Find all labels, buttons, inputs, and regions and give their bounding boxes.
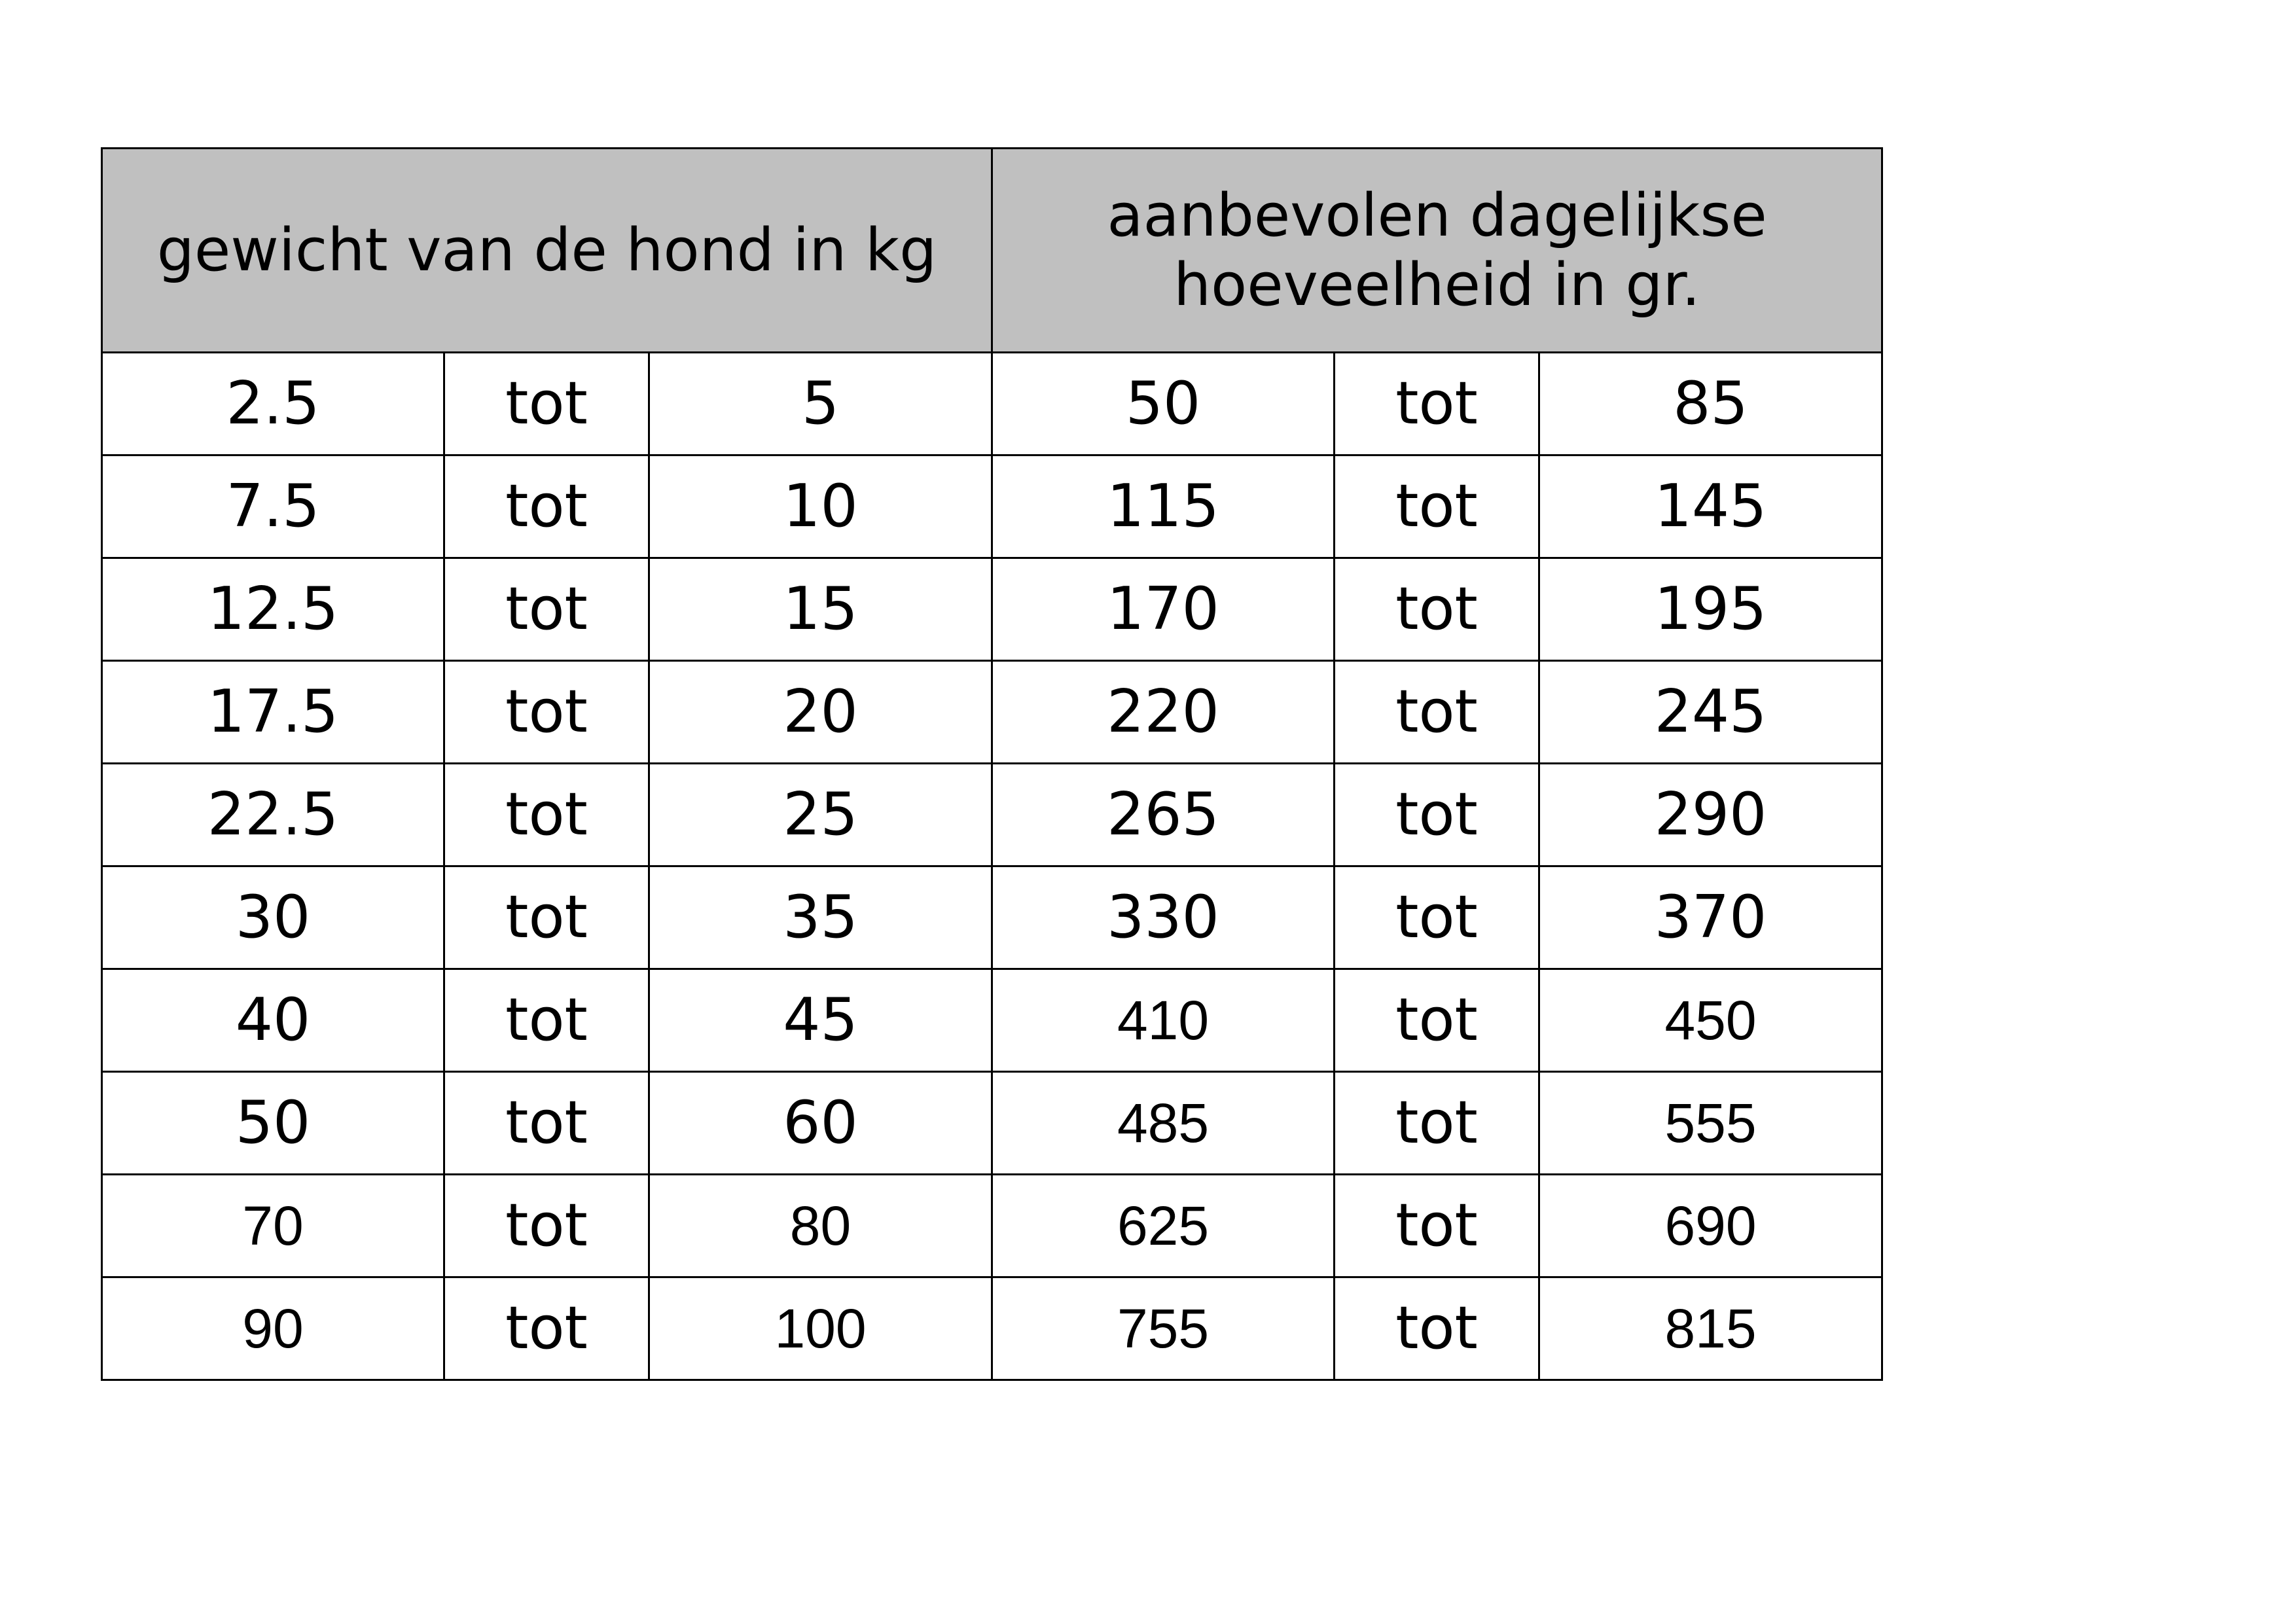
amount-max-cell: 555 bbox=[1539, 1072, 1882, 1175]
amount-separator-cell: tot bbox=[1335, 1175, 1539, 1277]
weight-separator-cell: tot bbox=[444, 1277, 649, 1380]
weight-separator-cell: tot bbox=[444, 866, 649, 969]
weight-separator-cell: tot bbox=[444, 661, 649, 764]
amount-min-cell: 625 bbox=[992, 1175, 1335, 1277]
amount-max-cell: 290 bbox=[1539, 764, 1882, 866]
table-header-row bbox=[102, 149, 1882, 353]
weight-max-cell: 35 bbox=[649, 866, 992, 969]
table-row bbox=[102, 764, 1882, 866]
weight-separator-cell: tot bbox=[444, 1175, 649, 1277]
amount-header bbox=[992, 149, 1882, 353]
amount-max-cell: 195 bbox=[1539, 558, 1882, 661]
amount-min-cell: 220 bbox=[992, 661, 1335, 764]
weight-max-cell: 100 bbox=[649, 1277, 992, 1380]
weight-max-cell: 10 bbox=[649, 455, 992, 558]
weight-separator-cell: tot bbox=[444, 764, 649, 866]
feeding-table bbox=[101, 147, 1883, 1381]
amount-max-cell: 815 bbox=[1539, 1277, 1882, 1380]
weight-min-cell: 40 bbox=[102, 969, 444, 1072]
amount-min-cell: 485 bbox=[992, 1072, 1335, 1175]
weight-max-cell: 5 bbox=[649, 353, 992, 455]
amount-min-cell: 115 bbox=[992, 455, 1335, 558]
weight-separator-cell: tot bbox=[444, 455, 649, 558]
amount-max-cell: 690 bbox=[1539, 1175, 1882, 1277]
weight-max-cell: 25 bbox=[649, 764, 992, 866]
table-row bbox=[102, 969, 1882, 1072]
table-body bbox=[102, 353, 1882, 1380]
table-row bbox=[102, 1277, 1882, 1380]
table-row bbox=[102, 558, 1882, 661]
table-row bbox=[102, 1072, 1882, 1175]
amount-header-line1: aanbevolen dagelijkse bbox=[1107, 181, 1767, 250]
weight-min-cell: 22.5 bbox=[102, 764, 444, 866]
amount-min-cell: 755 bbox=[992, 1277, 1335, 1380]
weight-min-cell: 2.5 bbox=[102, 353, 444, 455]
amount-separator-cell: tot bbox=[1335, 1277, 1539, 1380]
amount-min-cell: 265 bbox=[992, 764, 1335, 866]
weight-separator-cell: tot bbox=[444, 1072, 649, 1175]
amount-min-cell: 410 bbox=[992, 969, 1335, 1072]
amount-min-cell: 170 bbox=[992, 558, 1335, 661]
amount-separator-cell: tot bbox=[1335, 764, 1539, 866]
amount-max-cell: 145 bbox=[1539, 455, 1882, 558]
weight-separator-cell: tot bbox=[444, 353, 649, 455]
amount-max-cell: 370 bbox=[1539, 866, 1882, 969]
table-row bbox=[102, 661, 1882, 764]
weight-min-cell: 90 bbox=[102, 1277, 444, 1380]
amount-max-cell: 85 bbox=[1539, 353, 1882, 455]
amount-separator-cell: tot bbox=[1335, 353, 1539, 455]
weight-max-cell: 45 bbox=[649, 969, 992, 1072]
weight-max-cell: 20 bbox=[649, 661, 992, 764]
amount-separator-cell: tot bbox=[1335, 558, 1539, 661]
amount-max-cell: 450 bbox=[1539, 969, 1882, 1072]
weight-max-cell: 80 bbox=[649, 1175, 992, 1277]
amount-min-cell: 50 bbox=[992, 353, 1335, 455]
weight-min-cell: 12.5 bbox=[102, 558, 444, 661]
amount-max-cell: 245 bbox=[1539, 661, 1882, 764]
weight-max-cell: 60 bbox=[649, 1072, 992, 1175]
weight-min-cell: 70 bbox=[102, 1175, 444, 1277]
weight-separator-cell: tot bbox=[444, 558, 649, 661]
amount-separator-cell: tot bbox=[1335, 455, 1539, 558]
weight-min-cell: 17.5 bbox=[102, 661, 444, 764]
amount-separator-cell: tot bbox=[1335, 1072, 1539, 1175]
weight-max-cell: 15 bbox=[649, 558, 992, 661]
amount-separator-cell: tot bbox=[1335, 969, 1539, 1072]
amount-separator-cell: tot bbox=[1335, 866, 1539, 969]
amount-separator-cell: tot bbox=[1335, 661, 1539, 764]
table-row bbox=[102, 1175, 1882, 1277]
amount-min-cell: 330 bbox=[992, 866, 1335, 969]
weight-separator-cell: tot bbox=[444, 969, 649, 1072]
weight-min-cell: 30 bbox=[102, 866, 444, 969]
amount-header-line2: hoeveelheid in gr. bbox=[1174, 250, 1700, 319]
weight-min-cell: 7.5 bbox=[102, 455, 444, 558]
table-row bbox=[102, 866, 1882, 969]
weight-header: gewicht van de hond in kg bbox=[102, 149, 992, 353]
weight-min-cell: 50 bbox=[102, 1072, 444, 1175]
table-row bbox=[102, 353, 1882, 455]
table-row bbox=[102, 455, 1882, 558]
